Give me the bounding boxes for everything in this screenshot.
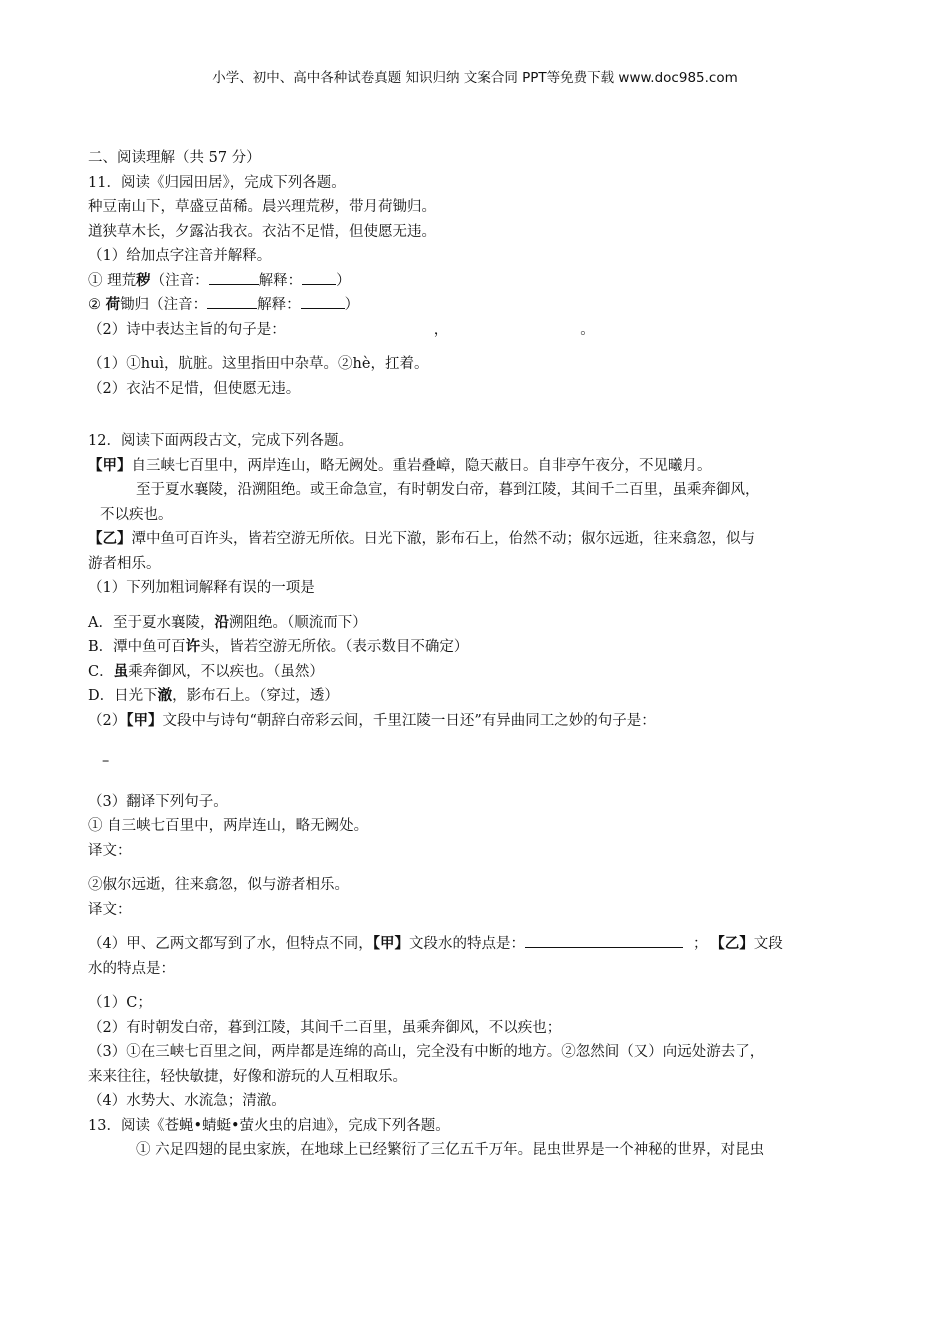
question-13 [88, 1114, 878, 1163]
q12-yi-line-1 [88, 527, 878, 552]
q12-optA-bold: 沿 [214, 613, 229, 631]
q11-item2-pinyin-blank[interactable] [207, 294, 257, 309]
q12-yi-text-1: 潭中鱼可百许头，皆若空游无所依。日光下澈，影布石上，佁然不动；俶尔远逝，往来翕忽，似与 [131, 531, 755, 547]
q12-sub2-label: 【甲】 [126, 711, 163, 729]
q12-translate-label-2: 译文： [88, 901, 132, 918]
q11-item1-end: ） [336, 272, 351, 289]
q12-optA-pre: A．至于夏水襄陵， [88, 614, 215, 631]
q12-sub2-dash: – [102, 753, 110, 769]
q11-sub-2 [88, 318, 878, 343]
q12-optB-pre: B．潭中鱼可百 [88, 639, 186, 655]
q11-item2-expl: 解释： [257, 297, 301, 313]
q12-optD-post: ，影布石上。（穿过，透） [172, 688, 339, 704]
q12-sub4-semicolon: ； [692, 936, 708, 952]
question-12 [88, 429, 878, 1114]
q12-prompt: 12．阅读下面两段古文，完成下列各题。 [88, 433, 353, 449]
q11-item2-expl-blank[interactable] [301, 294, 345, 309]
q13-prompt: 13．阅读《苍蝇•蜻蜓•萤火虫的启迪》，完成下列各题。 [88, 1117, 450, 1134]
section-title: 二、阅读理解（共 57 分） [88, 150, 261, 166]
q12-optD-pre: D．日光下 [88, 688, 158, 704]
q11-item-1 [88, 269, 878, 294]
q11-poem-line-2: 道狭草木长，夕露沾我衣。衣沾不足惜，但使愿无违。 [88, 223, 436, 240]
q12-option-c [88, 660, 878, 685]
q12-answer-4: （4）水势大、水流急；清澈。 [88, 1093, 286, 1109]
q12-sub2-pre: （2） [88, 712, 127, 729]
q12-sub-1: （1）下列加粗词解释有误的一项是 [88, 580, 315, 596]
q12-jia-label: 【甲】 [88, 456, 132, 474]
question-11 [88, 171, 878, 402]
q13-paragraph-1: ① 六足四翅的昆虫家族，在地球上已经繁衍了三亿五千万年。昆虫世界是一个神秘的世界，对昆虫 [136, 1142, 765, 1158]
q12-jia-text-1: 自三峡七百里中，两岸连山，略无阙处。重岩叠嶂，隐天蔽日。自非亭午夜分，不见曦月。 [131, 457, 712, 474]
q11-item2-end: ） [344, 297, 360, 313]
q12-translate-label-1: 译文： [88, 842, 132, 859]
q12-sub-4 [88, 932, 878, 957]
q11-item1-expl-blank[interactable] [302, 270, 336, 285]
q11-item-2 [88, 293, 878, 318]
q11-answer-2: （2）衣沾不足惜，但使愿无违。 [88, 380, 301, 397]
q12-sub-3: （3）翻译下列句子。 [88, 793, 228, 810]
q12-optD-bold: 澈 [157, 687, 173, 704]
q12-yi-line-2: 游者相乐。 [88, 555, 161, 572]
q12-sub4-post: 文段 [753, 936, 783, 952]
q11-sub-1: （1）给加点字注音并解释。 [88, 248, 272, 264]
q12-sub4-jia: 【甲】 [372, 935, 409, 952]
page-header: 小学、初中、高中各种试卷真题 知识归纳 文案合同 PPT等免费下载 www.doc985.com [212, 70, 738, 86]
q11-item1-expl: 解释： [258, 272, 303, 289]
q12-jia-line-3: 不以疾也。 [100, 506, 173, 523]
q11-item1-bold: 秽 [136, 271, 151, 289]
q12-answer-3-line-1: （3）①在三峡七百里之间，两岸都是连绵的高山，完全没有中断的地方。②忽然间（又）向远处游去了， [88, 1044, 765, 1060]
q12-answer-2: （2）有时朝发白帝，暮到江陵，其间千二百里，虽乘奔御风，不以疾也； [88, 1019, 562, 1036]
q11-item1-mid: （注音： [150, 272, 209, 289]
q11-item2-pre: ② [88, 297, 106, 313]
q11-item2-bold: 荷 [105, 296, 121, 313]
q12-option-b [88, 635, 878, 660]
q12-optA-post: 溯阻绝。（顺流而下） [228, 614, 367, 631]
q12-sub4-line-2: 水的特点是： [88, 960, 175, 977]
q12-jia-line-2: 至于夏水襄陵，沿溯阻绝。或王命急宣，有时朝发白帝，暮到江陵，其间千二百里，虽乘奔御风， [136, 482, 760, 498]
q12-option-d [88, 684, 878, 709]
q11-answer-1: （1）①huì，肮脏。这里指田中杂草。②hè，扛着。 [88, 356, 429, 372]
q12-translate-1: ① 自三峡七百里中，两岸连山，略无阙处。 [88, 818, 369, 834]
q12-sub4-mid: 文段水的特点是： [408, 936, 525, 952]
q11-sub2-text: （2）诗中表达主旨的句子是： [88, 321, 286, 338]
q12-sub-2 [88, 709, 878, 734]
q11-sub2-comma: ， [433, 321, 449, 338]
q12-sub4-yi: 【乙】 [717, 935, 754, 952]
q12-optC-post: 乘奔御风，不以疾也。（虽然） [128, 663, 324, 680]
q11-item1-pre: ① 理荒 [88, 272, 137, 289]
q12-sub4-jia-blank[interactable] [525, 933, 683, 948]
q11-item1-pinyin-blank[interactable] [209, 270, 259, 285]
q12-optB-post: 头，皆若空游无所依。（表示数目不确定） [200, 639, 469, 655]
q12-answer-3-line-2: 来来往往，轻快敏捷，好像和游玩的人互相取乐。 [88, 1068, 407, 1085]
q12-jia-line-1 [88, 454, 878, 479]
q12-sub4-pre: （4）甲、乙两文都写到了水，但特点不同， [88, 936, 373, 952]
q12-option-a [88, 611, 878, 636]
q12-optC-bold: 虽 [113, 662, 129, 680]
q12-optC-pre: C． [88, 663, 114, 680]
q11-sub2-period: 。 [580, 321, 595, 338]
q12-answer-1: （1）C； [88, 995, 152, 1011]
q11-prompt: 11．阅读《归园田居》，完成下列各题。 [88, 174, 346, 191]
q12-translate-2: ②俶尔远逝，往来翕忽，似与游者相乐。 [88, 877, 349, 893]
q11-item2-mid: 锄归（注音： [120, 297, 208, 313]
q11-poem-line-1: 种豆南山下，草盛豆苗稀。晨兴理荒秽，带月荷锄归。 [88, 199, 436, 215]
q12-sub2-post: 文段中与诗句“朝辞白帝彩云间，千里江陵一日还”有异曲同工之妙的句子是： [162, 712, 656, 729]
q12-optB-bold: 许 [185, 638, 201, 655]
q12-yi-label: 【乙】 [88, 530, 132, 547]
document-body [88, 146, 878, 1163]
